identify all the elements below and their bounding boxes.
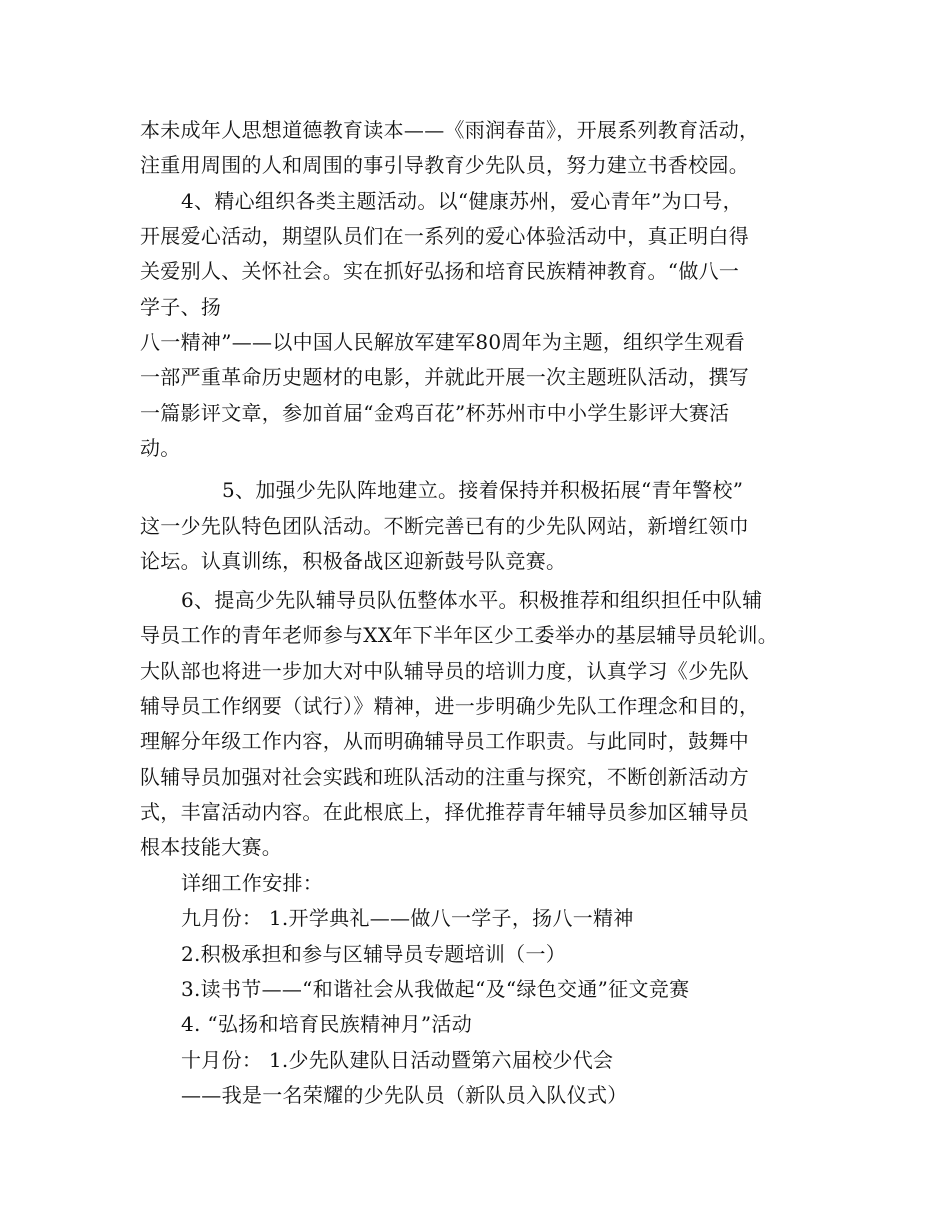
text-line: 一篇影评文章，参加首届“金鸡百花”杯苏州市中小学生影评大赛活 — [140, 401, 730, 425]
text-line: 本未成年人思想道德教育读本——《雨润春苗》，开展系列教育活动， — [140, 118, 760, 142]
text-line: 理解分年级工作内容，从而明确辅导员工作职责。与此同时，鼓舞中 — [140, 729, 749, 753]
text-line: 八一精神”——以中国人民解放军建军80周年为主题，组织学生观看 — [140, 330, 745, 354]
schedule-line: 十月份： 1.少先队建队日活动暨第六届校少代会 — [181, 1048, 614, 1072]
section-heading: 详细工作安排： — [181, 871, 324, 895]
text-line: 一部严重革命历史题材的电影，并就此开展一次主题班队活动，撰写 — [140, 365, 749, 389]
schedule-line: 4. “弘扬和培育民族精神月”活动 — [181, 1012, 472, 1036]
text-line: 开展爱心活动，期望队员们在一系列的爱心体验活动中，真正明白得 — [140, 224, 749, 248]
text-line: 学子、扬 — [140, 295, 222, 319]
text-line: 6、提高少先队辅导员队伍整体水平。积极推荐和组织担任中队辅 — [181, 588, 763, 612]
text-line: 这一少先队特色团队活动。不断完善已有的少先队网站，新增红领巾 — [140, 514, 749, 538]
text-line: 5、加强少先队阵地建立。接着保持并积极拓展“青年警校” — [222, 478, 744, 502]
text-line: 注重用周围的人和周围的事引导教育少先队员，努力建立书香校园。 — [140, 153, 749, 177]
text-line: 关爱别人、关怀社会。实在抓好弘扬和培育民族精神教育。“做八一 — [140, 259, 740, 283]
schedule-line: 九月份： 1.开学典礼——做八一学子，扬八一精神 — [181, 906, 634, 930]
text-line: 动。 — [140, 436, 181, 460]
text-line: 辅导员工作纲要（试行）》精神，进一步明确少先队工作理念和目的， — [140, 694, 760, 718]
text-line: 论坛。认真训练，积极备战区迎新鼓号队竞赛。 — [140, 549, 567, 573]
text-line: 队辅导员加强对社会实践和班队活动的注重与探究，不断创新活动方 — [140, 765, 749, 789]
schedule-line: 2.积极承担和参与区辅导员专题培训（一） — [181, 942, 567, 966]
text-line: 导员工作的青年老师参与XX年下半年区少工委举办的基层辅导员轮训。 — [140, 623, 779, 647]
text-line: 大队部也将进一步加大对中队辅导员的培训力度，认真学习《少先队 — [140, 659, 749, 683]
schedule-line: 3.读书节——“和谐社会从我做起“及“绿色交通”征文竞赛 — [181, 977, 690, 1001]
text-line: 4、精心组织各类主题活动。以“健康苏州，爱心青年”为口号， — [181, 189, 743, 213]
schedule-line: ——我是一名荣耀的少先队员（新队员入队仪式） — [181, 1083, 628, 1107]
text-line: 式，丰富活动内容。在此根底上，择优推荐青年辅导员参加区辅导员 — [140, 800, 749, 824]
text-line: 根本技能大赛。 — [140, 835, 283, 859]
